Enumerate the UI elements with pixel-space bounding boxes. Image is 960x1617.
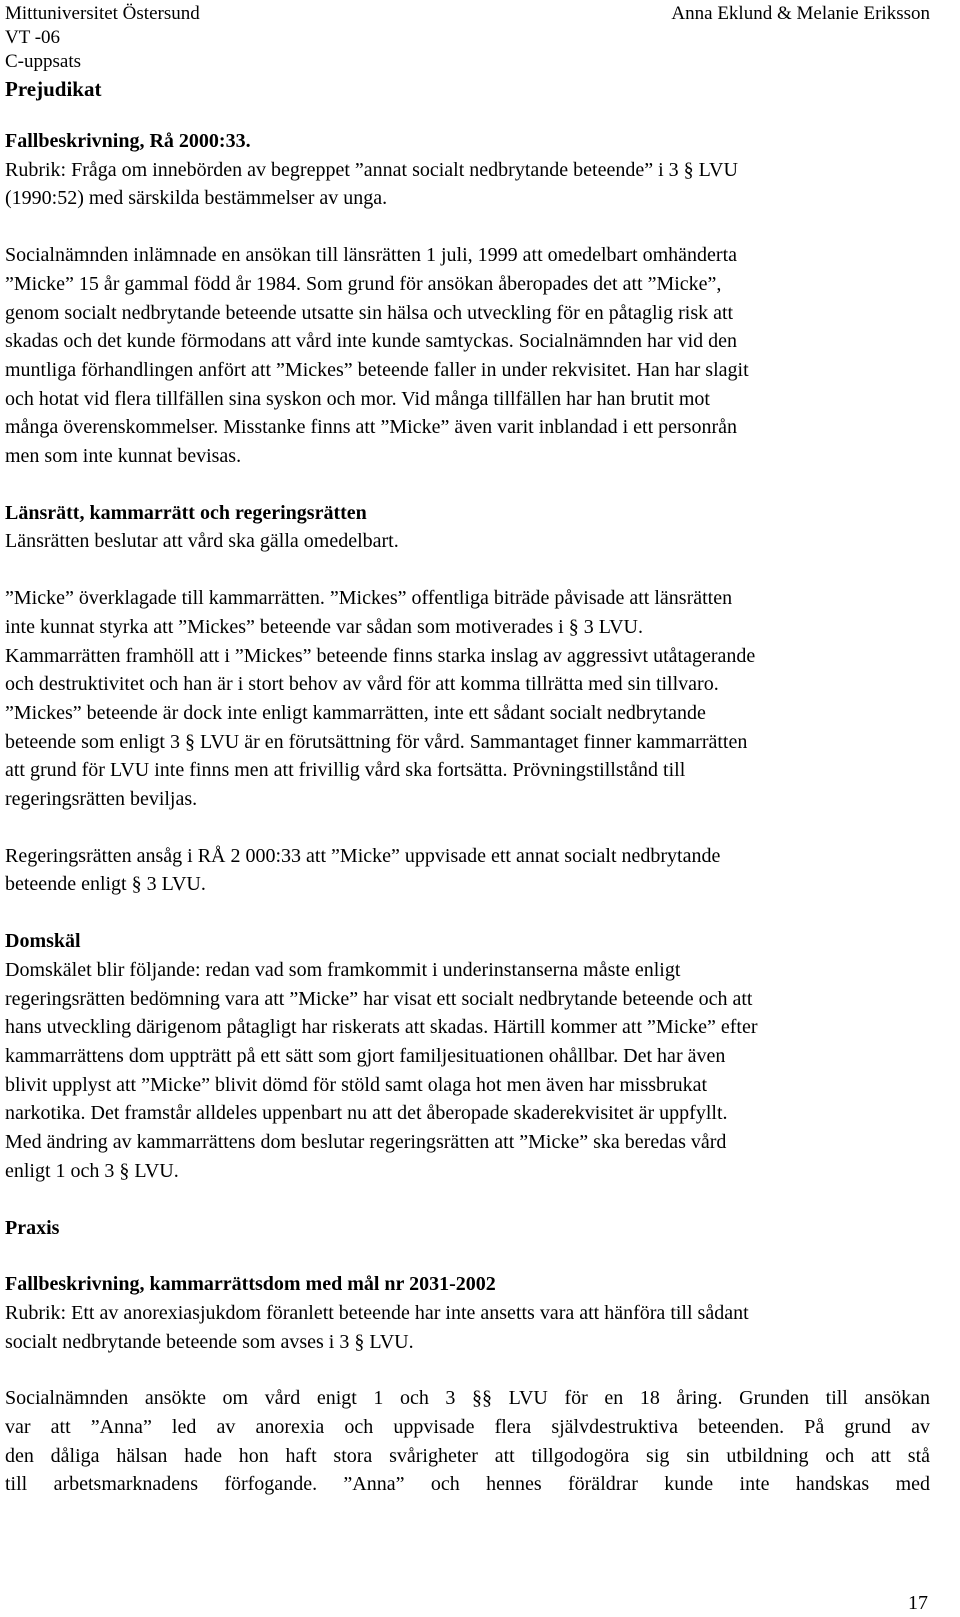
text-line: ”Mickes” beteende är dock inte enligt kammarrätten, inte ett sådant socialt nedbrytande xyxy=(5,701,706,724)
case1-paragraph-application xyxy=(5,241,930,471)
text-line: narkotika. Det framstår alldeles uppenbart nu att det åberopade skaderekvisitet är uppfyllt. xyxy=(5,1102,728,1125)
text-line: men som inte kunnat bevisas. xyxy=(5,445,242,468)
text-line: genom socialt nedbrytande beteende utsatte sin hälsa och utveckling för en påtaglig risk att xyxy=(5,301,734,324)
text-line: och destruktivitet och han är i stort behov av vård för att komma tillrätta med sin tillvaro. xyxy=(5,673,719,696)
text-line: hans utveckling därigenom påtagligt har riskerats att skadas. Härtill kommer att ”Micke” efter xyxy=(5,1016,758,1039)
text-line: regeringsrätten bedömning vara att ”Micke” har visat ett socialt nedbrytande beteende och att xyxy=(5,987,753,1010)
text-line: Kammarrätten framhöll att i ”Mickes” beteende finns starka inslag av aggressivt utåtagerande xyxy=(5,644,756,667)
page-number: 17 xyxy=(908,1592,928,1614)
case1-paragraph-appeal xyxy=(5,584,930,814)
text-line: enligt 1 och 3 § LVU. xyxy=(5,1159,179,1182)
text-line: Regeringsrätten ansåg i RÅ 2 000:33 att ”Micke” uppvisade ett annat socialt nedbrytande xyxy=(5,844,721,867)
text-line: Socialnämnden ansökte om vård enigt 1 och 3 §§ LVU för en 18 åring. Grunden till ansökan xyxy=(5,1387,930,1410)
case1-heading: Fallbeskrivning, Rå 2000:33. xyxy=(5,130,251,152)
case1-rubric-line: Rubrik: Fråga om innebörden av begreppet ”annat socialt nedbrytande beteende” i 3 § LVU xyxy=(5,158,738,181)
courts-heading: Länsrätt, kammarrätt och regeringsrätten xyxy=(5,501,367,524)
paper-type: C-uppsats xyxy=(5,51,81,72)
text-line: Med ändring av kammarrättens dom beslutar regeringsrätten att ”Micke” ska beredas vård xyxy=(5,1131,727,1154)
case1-rubric-line: (1990:52) med särskilda bestämmelser av unga. xyxy=(5,187,388,210)
text-line: och hotat vid flera tillfällen sina syskon och mor. Vid många tillfällen har han brutit mot xyxy=(5,387,710,410)
case2-paragraph xyxy=(5,1384,930,1499)
courts-line: Länsrätten beslutar att vård ska gälla omedelbart. xyxy=(5,530,399,553)
term-label: VT -06 xyxy=(5,27,61,48)
page-header-left xyxy=(5,2,200,104)
case2-heading: Fallbeskrivning, kammarrättsdom med mål nr 2031-2002 xyxy=(5,1273,496,1296)
text-line: Socialnämnden inlämnade en ansökan till länsrätten 1 juli, 1999 att omedelbart omhänderta xyxy=(5,244,738,267)
document-body xyxy=(5,127,930,1499)
document-page xyxy=(5,0,930,1617)
text-line: blivit upplyst att ”Micke” blivit dömd för stöld samt olaga hot men även har missbrukat xyxy=(5,1073,708,1096)
case1-paragraph-supreme xyxy=(5,842,930,899)
authors: Anna Eklund & Melanie Eriksson xyxy=(671,3,930,24)
text-line: regeringsrätten beviljas. xyxy=(5,788,198,811)
verdict-heading: Domskäl xyxy=(5,930,81,953)
praxis-heading: Praxis xyxy=(5,1216,60,1239)
text-line: kammarrättens dom uppträtt på ett sätt som gjort familjesituationen ohållbar. Det har även xyxy=(5,1044,726,1067)
text-line: till arbetsmarknadens förfogande. ”Anna” och hennes föräldrar kunde inte handskas med xyxy=(5,1473,930,1496)
text-line: att grund för LVU inte finns men att frivillig vård ska fortsätta. Prövningstillstånd till xyxy=(5,759,686,782)
university-name: Mittuniversitet Östersund xyxy=(5,3,200,24)
text-line: skadas och det kunde förmodans att vård inte kunde samtyckas. Socialnämnden har vid den xyxy=(5,330,738,353)
text-line: beteende som enligt 3 § LVU är en förutsättning för vård. Sammantaget finner kammarrätten xyxy=(5,730,748,753)
case2-rubric-line: Rubrik: Ett av anorexiasjukdom föranlett beteende har inte ansetts vara att hänföra till sådant xyxy=(5,1301,749,1324)
text-line: ”Micke” 15 år gammal född år 1984. Som grund för ansökan åberopades det att ”Micke”, xyxy=(5,272,722,295)
text-line: den dåliga hälsan hade hon haft stora svårigheter att tillgodogöra sig sin utbildning och att stå xyxy=(5,1444,930,1467)
text-line: många överenskommelser. Misstanke finns att ”Micke” även varit inblandad i ett personrån xyxy=(5,416,738,439)
case2-rubric-line: socialt nedbrytande beteende som avses i 3 § LVU. xyxy=(5,1330,414,1353)
text-line: Domskälet blir följande: redan vad som framkommit i underinstanserna måste enligt xyxy=(5,958,681,981)
verdict-paragraph xyxy=(5,956,930,1186)
text-line: beteende enligt § 3 LVU. xyxy=(5,873,206,896)
text-line: muntliga förhandlingen anfört att ”Mickes” beteende faller in under rekvisitet. Han har slagit xyxy=(5,358,749,381)
text-line: inte kunnat styrka att ”Mickes” beteende var sådan som motiverades i § 3 LVU. xyxy=(5,615,643,638)
page-header-right xyxy=(671,2,930,26)
text-line: ”Micke” överklagade till kammarrätten. ”Mickes” offentliga biträde påvisade att länsrätten xyxy=(5,587,733,610)
text-line: var att ”Anna” led av anorexia och uppvisade flera självdestruktiva beteenden. På grund av xyxy=(5,1416,930,1439)
section-title: Prejudikat xyxy=(5,77,102,101)
